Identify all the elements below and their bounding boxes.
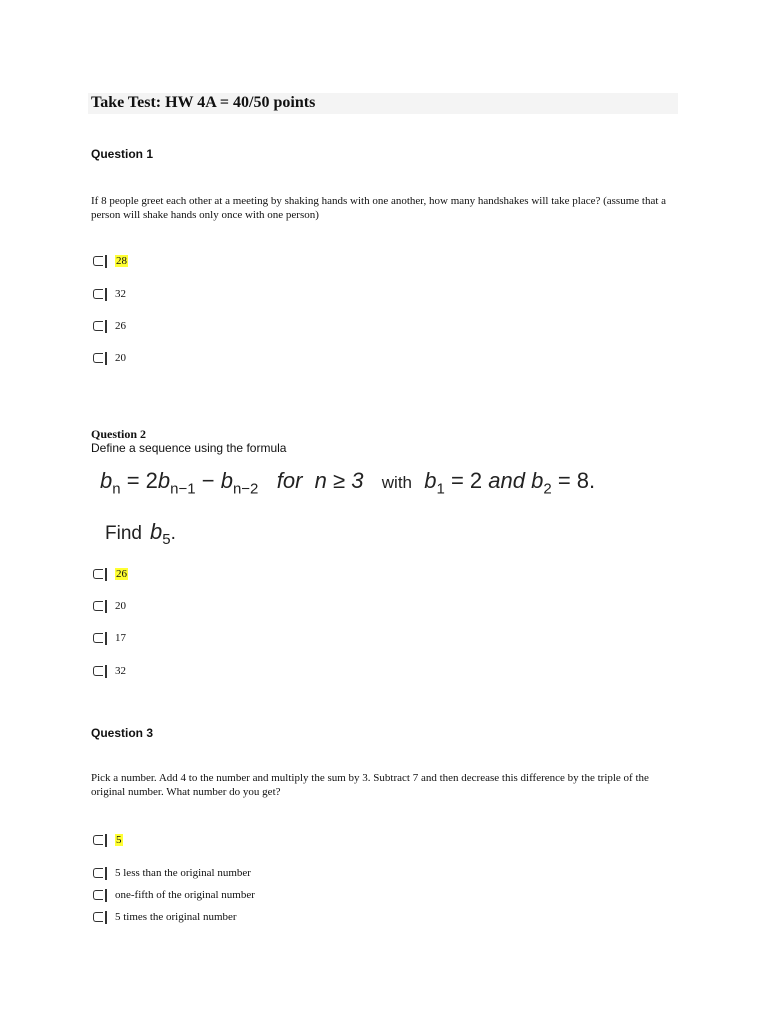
question-3-option-2[interactable]: [93, 865, 251, 881]
option-label: 20: [115, 600, 126, 612]
formula-var: b: [424, 468, 437, 493]
question-3-option-1[interactable]: [93, 832, 123, 848]
option-label: 20: [115, 352, 126, 364]
sequence-formula: [100, 468, 595, 497]
option-label: 5 less than the original number: [115, 867, 251, 879]
page-title: Take Test: HW 4A = 40/50 points: [91, 94, 316, 111]
radio-button-icon[interactable]: [93, 868, 103, 878]
option-label: 17: [115, 632, 126, 644]
question-3-text: Pick a number. Add 4 to the number and multiply the sum by 3. Subtract 7 and then decrease this difference by the triple of the original number. What number do you get?: [91, 772, 649, 798]
option-label: 32: [115, 665, 126, 677]
formula-var: b: [100, 468, 113, 493]
option-label: 26: [116, 568, 127, 580]
formula-eq: = 2: [120, 468, 158, 493]
formula-value: = 8.: [551, 468, 596, 493]
radio-button-icon[interactable]: [93, 890, 103, 900]
option-label: 5 times the original number: [115, 911, 237, 923]
radio-button-icon[interactable]: [93, 835, 103, 845]
question-1-text: If 8 people greet each other at a meeting by shaking hands with one another, how many handshakes will take place? (assume that a person will shake hands only once with one person): [91, 195, 667, 221]
formula-minus: −: [195, 468, 221, 493]
formula-var: b: [157, 468, 171, 493]
formula-condition: n ≥ 3: [314, 468, 364, 493]
question-3-heading: Question 3: [91, 726, 154, 740]
question-2-heading: Question 2: [91, 427, 147, 441]
question-3-option-4[interactable]: [93, 909, 237, 925]
formula-and: and: [488, 468, 525, 493]
formula-var: b: [531, 468, 544, 493]
radio-button-icon[interactable]: [93, 321, 103, 331]
find-label: Find: [105, 523, 142, 544]
radio-button-icon[interactable]: [93, 666, 103, 676]
radio-button-icon[interactable]: [93, 353, 103, 363]
question-2-option-3[interactable]: [93, 630, 126, 646]
question-3-option-3[interactable]: [93, 887, 255, 903]
formula-sub: n−1: [170, 480, 196, 498]
question-1-option-1[interactable]: [93, 253, 128, 269]
question-1-option-4[interactable]: [93, 350, 126, 366]
radio-button-icon[interactable]: [93, 289, 103, 299]
option-label: 32: [115, 288, 126, 300]
find-tail: .: [170, 523, 176, 544]
option-label: 5: [116, 834, 122, 846]
formula-sub: 1: [436, 480, 445, 498]
radio-button-icon[interactable]: [93, 912, 103, 922]
option-label: one-fifth of the original number: [115, 889, 255, 901]
radio-button-icon[interactable]: [93, 569, 103, 579]
formula-with: with: [381, 473, 413, 492]
question-2-option-2[interactable]: [93, 598, 126, 614]
formula-sub: 2: [543, 480, 552, 498]
formula-sub: n: [112, 480, 121, 498]
radio-button-icon[interactable]: [93, 601, 103, 611]
question-1-option-3[interactable]: [93, 318, 126, 334]
question-1-option-2[interactable]: [93, 286, 126, 302]
find-sub: 5: [162, 530, 171, 548]
formula-sub: n−2: [232, 480, 259, 498]
formula-for: for: [276, 468, 303, 493]
radio-button-icon[interactable]: [93, 633, 103, 643]
find-instruction: [105, 519, 176, 548]
find-var: b: [149, 519, 163, 544]
question-2-option-1[interactable]: [93, 566, 128, 582]
formula-value: = 2: [444, 468, 483, 493]
question-2-option-4[interactable]: [93, 663, 126, 679]
radio-button-icon[interactable]: [93, 256, 103, 266]
option-label: 26: [115, 320, 126, 332]
question-1-heading: Question 1: [91, 147, 154, 161]
option-label: 28: [116, 255, 127, 267]
formula-var: b: [220, 468, 233, 493]
question-2-intro: Define a sequence using the formula: [91, 441, 287, 455]
